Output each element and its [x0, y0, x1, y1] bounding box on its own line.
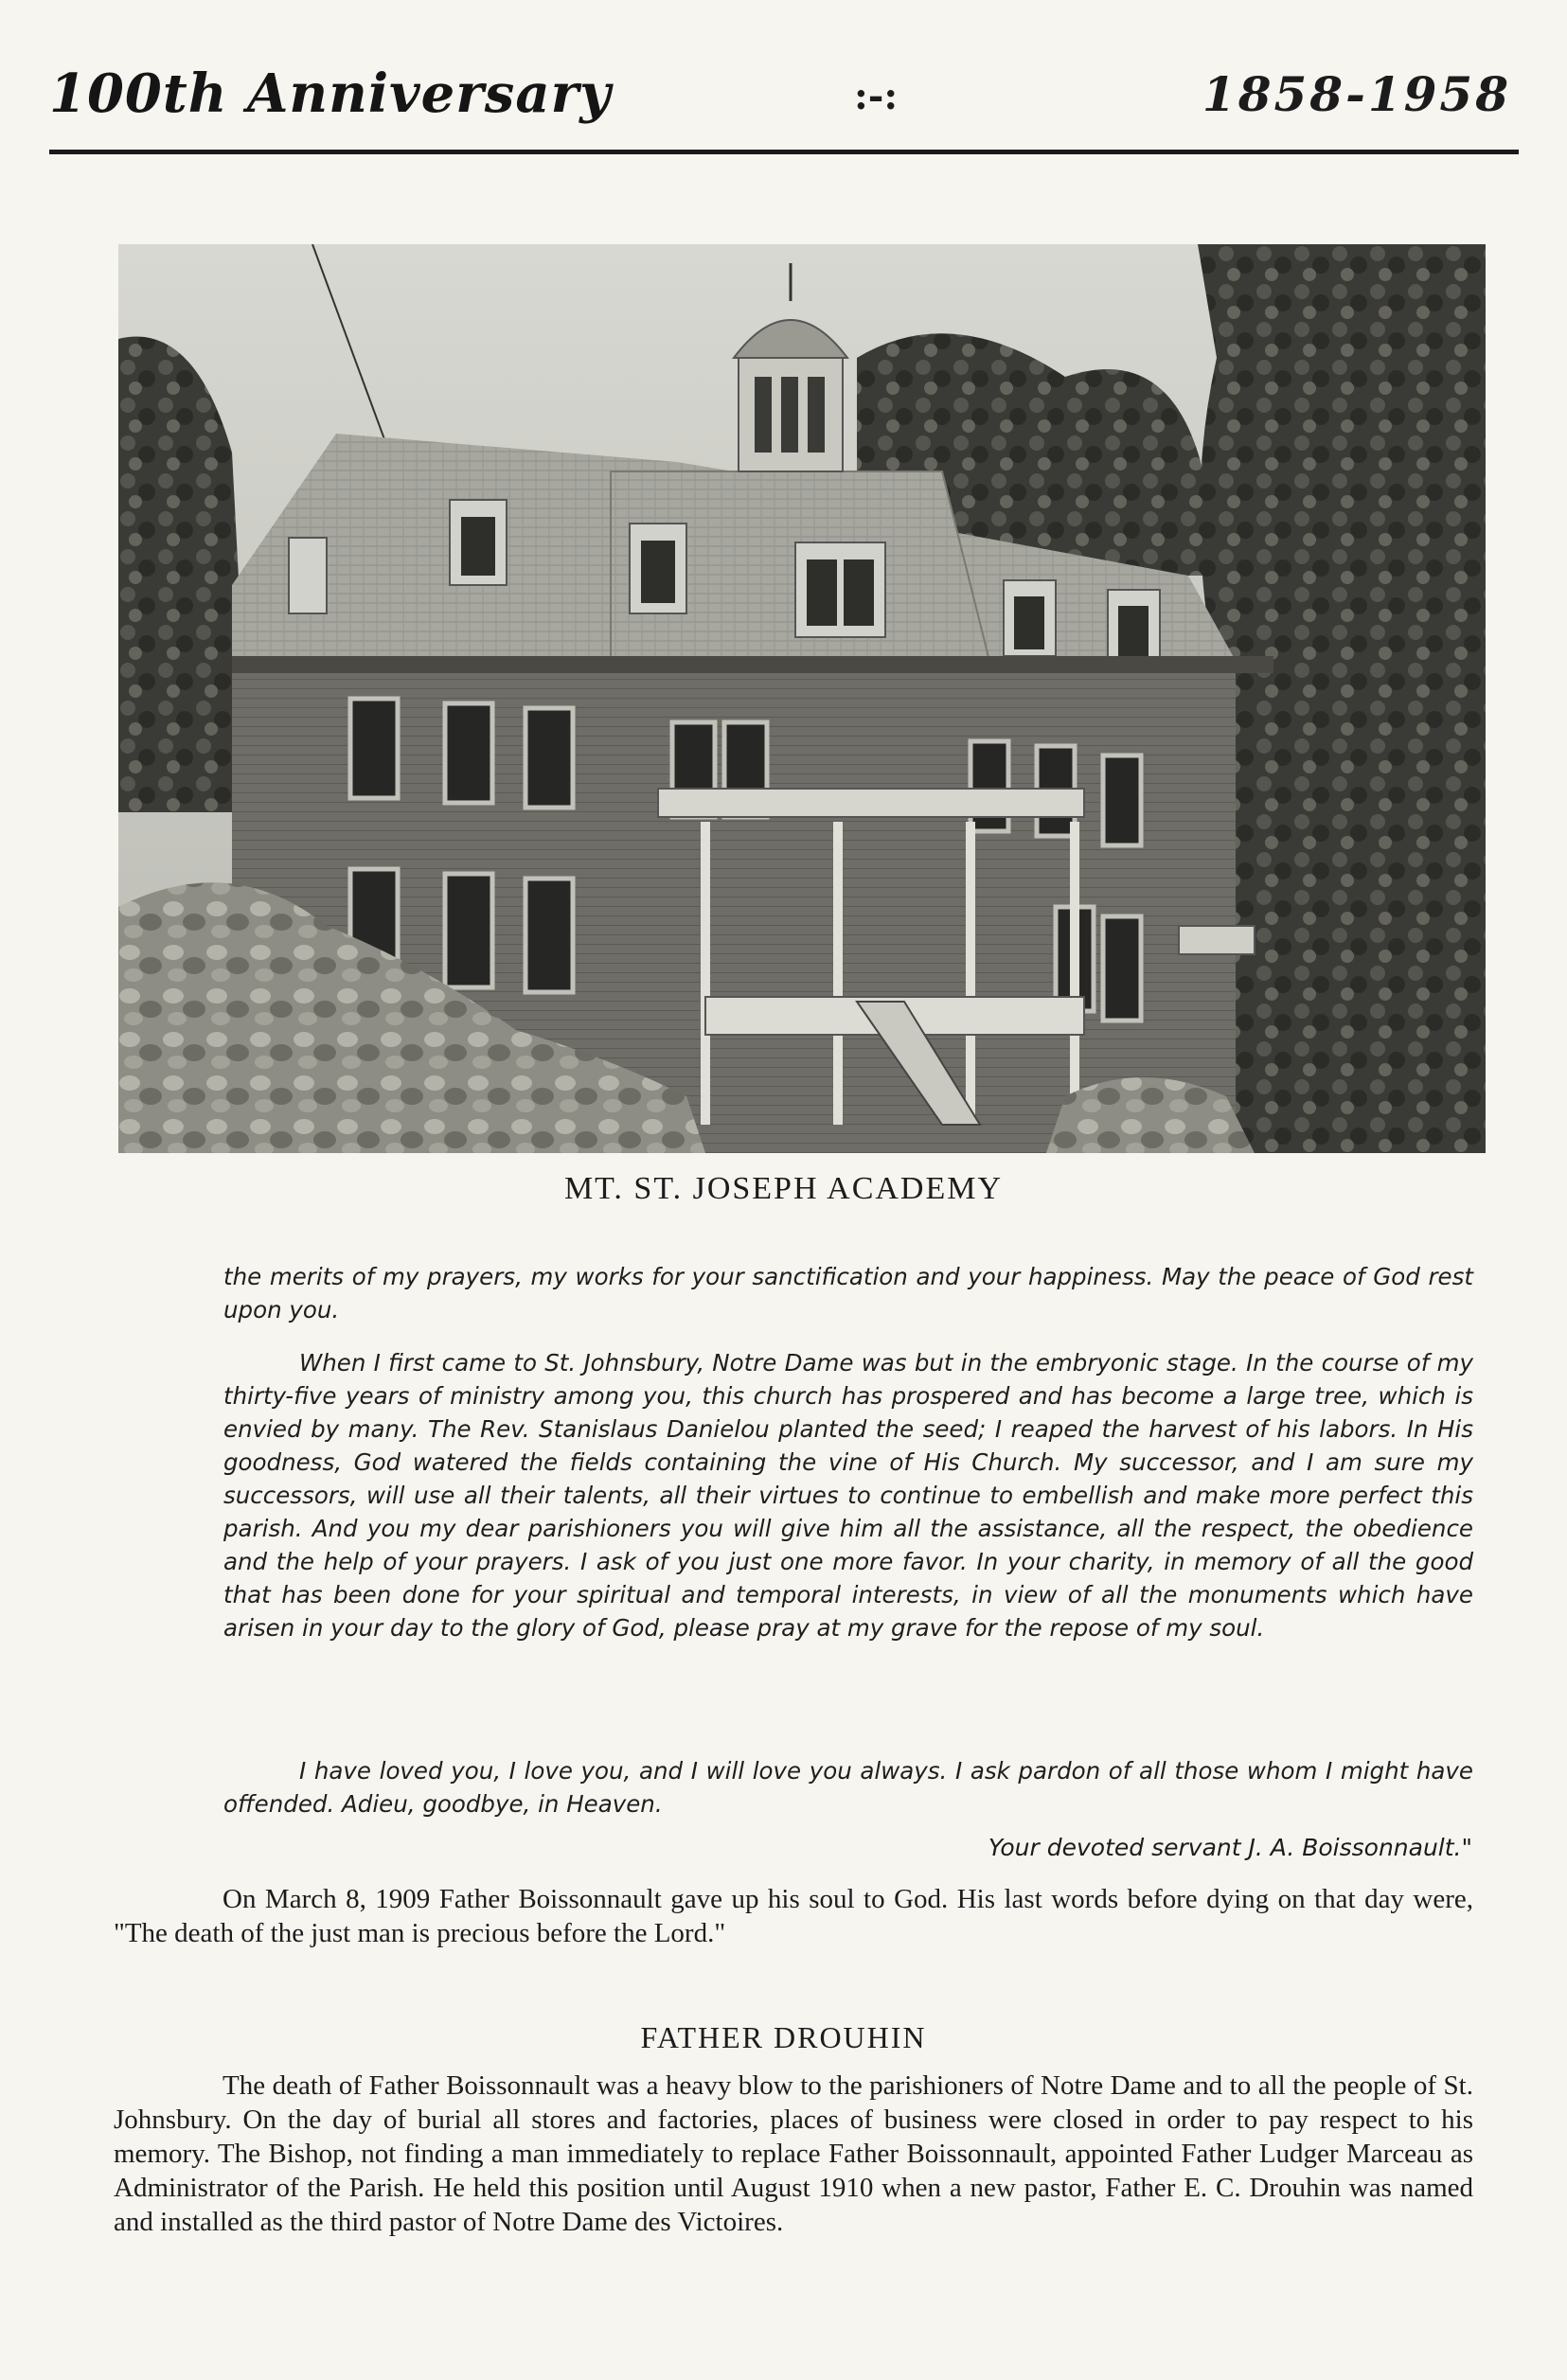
academy-building-illustration: [118, 244, 1486, 1153]
header-rule: [49, 150, 1519, 154]
photo-caption: MT. ST. JOSEPH ACADEMY: [563, 1171, 1004, 1206]
section-heading: FATHER DROUHIN: [640, 2020, 927, 2054]
header-title: 100th Anniversary: [49, 62, 612, 125]
header-separator: :-:: [854, 74, 899, 118]
drouhin-paragraph: The death of Father Boissonnault was a heavy blow to the parishioners of Notre Dame and to all the people of St. Johnsbury. On the day of burial all stores and factories, places of business were closed in order to pay respect to his memory. The Bishop, not finding a man immediately to replace Father Boissonnault, appointed Father Ludger Marceau as Administrator of the Parish. He held this position until August 1910 when a new pastor, Father E. C. Drouhin was named and installed as the third pastor of Notre Dame des Victoires.: [114, 2070, 1473, 2237]
academy-photo: [118, 244, 1486, 1153]
letter-signature: Your devoted servant J. A. Boissonnault.": [988, 1834, 1472, 1861]
letter-paragraph-2: When I first came to St. Johnsbury, Notre Dame was but in the embryonic stage. In the course of my thirty-five years of ministry among you, this church has prospered and has become a large tree, which is envied by many. The Rev. Stanislaus Danielou planted the seed; I reaped the harvest of his labors. In His goodness, God watered the fields containing the vine of His Church. My successor, and I am sure my successors, will use all their talents, all their virtues to continue to embellish and make more perfect this parish. And you my dear parishioners you will give him all the assistance, all the respect, the obedience and the help of your prayers. I ask of you just one more favor. In your charity, in memory of all the good that has been done for your spiritual and temporal interests, in view of all the monuments which have arisen in your day to the glory of God, please pray at my grave for the repose of my soul.: [223, 1349, 1473, 1642]
header-years: 1858-1958: [1202, 66, 1511, 122]
page-header: [49, 57, 1519, 161]
death-paragraph: On March 8, 1909 Father Boissonnault gave up his soul to God. His last words before dying on that day were, "The death of the just man is precious before the Lord.": [114, 1884, 1473, 1948]
letter-paragraph-3: I have loved you, I love you, and I will love you always. I ask pardon of all those whom I might have offended. Adieu, goodbye, in Heaven.: [223, 1757, 1473, 1818]
letter-paragraph-1: the merits of my prayers, my works for your sanctification and your happiness. May the peace of God rest upon you.: [223, 1263, 1473, 1323]
